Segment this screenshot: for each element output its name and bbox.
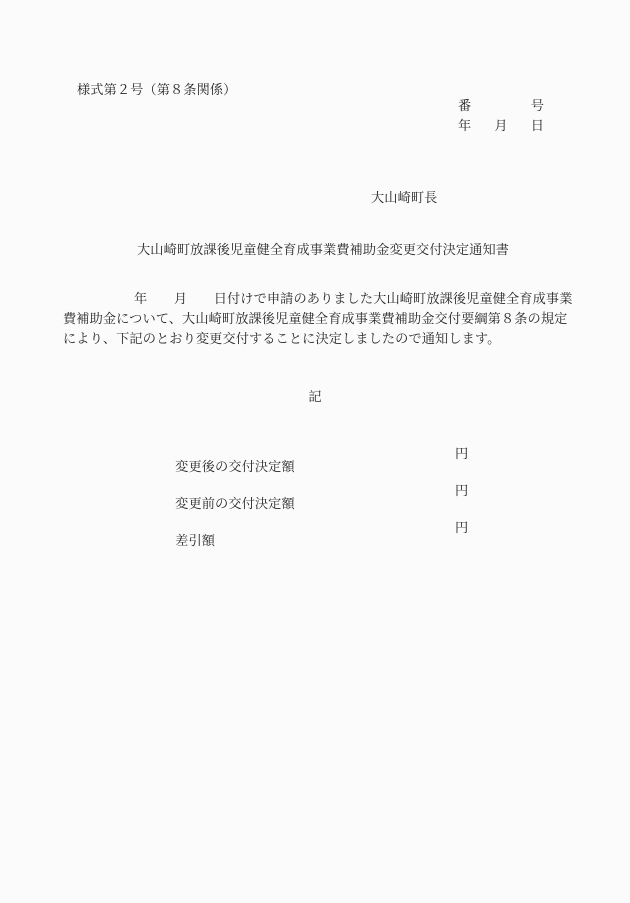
document-number-suffix: 号 xyxy=(530,99,544,114)
item-label: 変更後の交付決定額 xyxy=(175,460,295,476)
document-number-label: 番 xyxy=(458,99,472,114)
body-line: 年 月 日付けで申請のありました大山崎町放課後児童健全育成事業 xyxy=(134,292,573,307)
item-unit-yen: 円 xyxy=(455,484,469,499)
document-number-line xyxy=(458,100,544,113)
document-title: 大山崎町放課後児童健全育成事業費補助金変更交付決定通知書 xyxy=(137,243,510,258)
date-year-label: 年 xyxy=(458,119,472,134)
item-row-difference xyxy=(158,521,478,550)
item-unit-yen: 円 xyxy=(455,447,469,462)
notation-ki: 記 xyxy=(308,390,322,405)
item-row-amount-before-change xyxy=(158,484,478,513)
item-label: 差引額 xyxy=(175,534,216,550)
date-month-label: 月 xyxy=(494,119,508,134)
body-line: により、下記のとおり変更交付することに決定しましたので通知します。 xyxy=(63,332,501,347)
date-line xyxy=(458,120,544,133)
body-line: 費補助金について、大山崎町放課後児童健全育成事業費補助金交付要綱第８条の規定 xyxy=(63,312,568,327)
form-number: 様式第２号（第８条関係） xyxy=(77,83,237,98)
addressee-mayor: 大山崎町長 xyxy=(371,191,438,206)
date-day-label: 日 xyxy=(530,119,544,134)
body-paragraph xyxy=(63,290,577,350)
item-label: 変更前の交付決定額 xyxy=(175,497,295,513)
item-row-amount-after-change xyxy=(158,447,478,476)
item-unit-yen: 円 xyxy=(455,521,469,536)
